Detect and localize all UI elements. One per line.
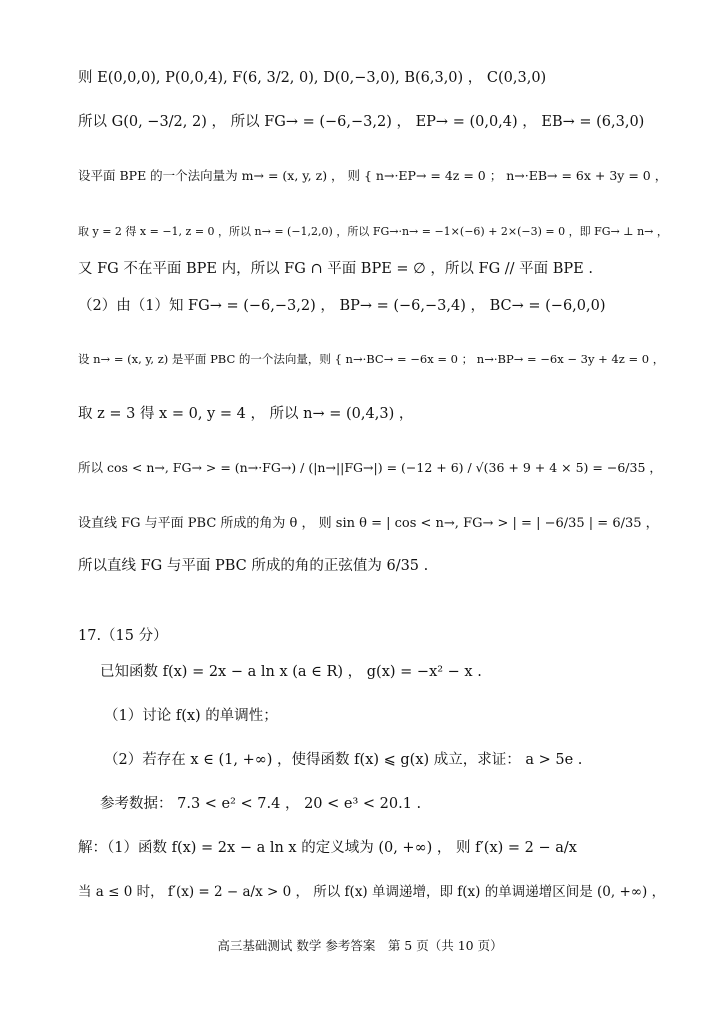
text-line-normal-vector-value: 取 z = 3 得 x = 0, y = 4 ， 所以 n→ = (0,4,3) ， [78,406,414,422]
text-line-normal-vector-pbc: 设 n→ = (x, y, z) 是平面 PBC 的一个法向量，则 { n→·BC→ = −6x = 0 ； n→·BP→ = −6x − 3y + 4z = 0 ， [78,352,665,366]
text-line-point-g-vectors: 所以 G(0, −3/2, 2) ， 所以 FG→ = (−6,−3,2) ， EP→ = (0,0,4) ， EB→ = (6,3,0) [78,114,645,130]
solution-part1-domain: 解：（1）函数 f(x) = 2x − a ln x 的定义域为 (0, +∞) ， 则 f′(x) = 2 − a/x [78,840,577,856]
solution-part1-case: 当 a ≤ 0 时， f′(x) = 2 − a/x > 0 ， 所以 f(x) 单调递增，即 f(x) 的单调递增区间是 (0, +∞) ， [78,884,666,900]
problem-17-heading: 17.（15 分） [78,628,168,644]
text-line-parallel-conclusion: 又 FG 不在平面 BPE 内，所以 FG ∩ 平面 BPE = ∅ ，所以 FG // 平面 BPE . [78,261,593,277]
text-line-cosine: 所以 cos < n→, FG→ > = (n→·FG→) / (|n→||FG→|) = (−12 + 6) / √(36 + 9 + 4 × 5) = −6/35 ， [78,460,662,475]
text-line-sine-conclusion: 所以直线 FG 与平面 PBC 所成的角的正弦值为 6/35 . [78,558,429,574]
text-line-part2-vectors: （2）由（1）知 FG→ = (−6,−3,2) ， BP→ = (−6,−3,4) ， BC→ = (−6,0,0) [78,298,606,314]
problem-17-part1: （1）讨论 f(x) 的单调性； [104,708,278,724]
text-line-sine: 设直线 FG 与平面 PBC 所成的角为 θ ， 则 sin θ = | cos < n→, FG→ > | = | −6/35 | = 6/35 ， [78,516,659,531]
page-footer: 高三基础测试 数学 参考答案 第 5 页（共 10 页） [217,938,503,953]
text-line-normal-vector-bpe: 设平面 BPE 的一个法向量为 m→ = (x, y, z) ， 则 { n→·EP→ = 4z = 0 ； n→·EB→ = 6x + 3y = 0 ， [78,168,668,183]
problem-17-statement: 已知函数 f(x) = 2x − a ln x (a ∈ R) ， g(x) = −x² − x . [100,664,482,680]
problem-17-reference-data: 参考数据： 7.3 < e² < 7.4 ， 20 < e³ < 20.1 . [100,796,422,812]
problem-17-part2: （2）若存在 x ∈ (1, +∞) ，使得函数 f(x) ⩽ g(x) 成立，求证： a > 5e . [104,752,583,768]
text-line-perpendicular: 取 y = 2 得 x = −1, z = 0 ，所以 n→ = (−1,2,0) ，所以 FG→·n→ = −1×(−6) + 2×(−3) = 0 ，即 FG→ ⊥ n→ ， [78,225,668,238]
text-line-coordinates: 则 E(0,0,0), P(0,0,4), F(6, 3/2, 0), D(0,−3,0), B(6,3,0) ， C(0,3,0) [78,70,547,86]
